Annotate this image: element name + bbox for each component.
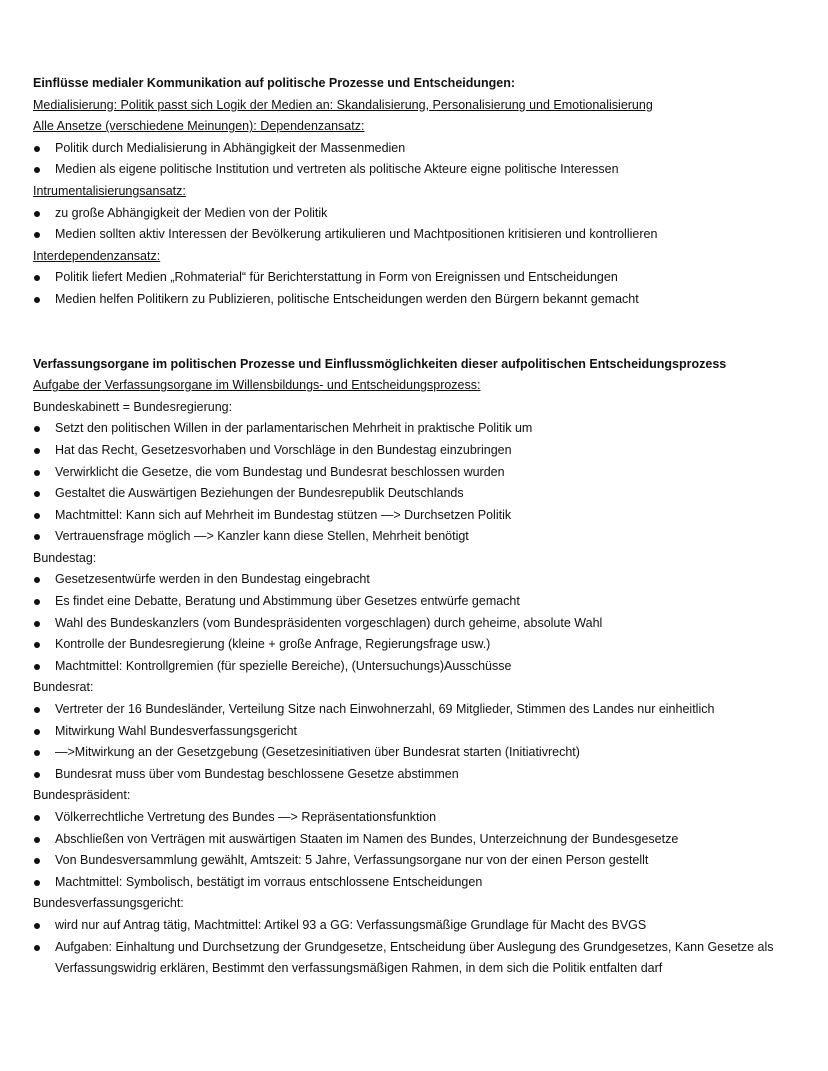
list-item: wird nur auf Antrag tätig, Machtmittel: Artikel 93 a GG: Verfassungsmäßige Grundlage für Macht des BVGS — [33, 915, 803, 937]
kabinett-heading: Bundeskabinett = Bundesregierung: — [33, 399, 233, 414]
list-item: Mitwirkung Wahl Bundesverfassungsgericht — [33, 721, 803, 743]
gericht-heading: Bundesverfassungsgericht: — [33, 896, 184, 911]
list-item: Vertrauensfrage möglich —> Kanzler kann diese Stellen, Mehrheit benötigt — [33, 526, 803, 548]
section1-title: Einflüsse medialer Kommunikation auf politische Prozesse und Entscheidungen: — [33, 76, 516, 90]
list-item: Politik liefert Medien „Rohmaterial“ für Berichterstattung in Form von Ereignissen und Entscheidungen — [33, 267, 803, 289]
bundesrat-heading: Bundesrat: — [33, 680, 94, 695]
bundestag-heading: Bundestag: — [33, 550, 97, 565]
list-item: Machtmittel: Symbolisch, bestätigt im vorraus entschlossene Entscheidungen — [33, 872, 803, 894]
interdependenz-heading: Interdependenzansatz: — [33, 248, 161, 263]
ansatze-line: Alle Ansetze (verschiedene Meinungen): Dependenzansatz: — [33, 119, 365, 134]
list-item: Völkerrechtliche Vertretung des Bundes —> Repräsentationsfunktion — [33, 807, 803, 829]
list-item: Hat das Recht, Gesetzesvorhaben und Vorschläge in den Bundestag einzubringen — [33, 440, 803, 462]
list-item: Gesetzesentwürfe werden in den Bundestag eingebracht — [33, 569, 803, 591]
list-item: Gestaltet die Auswärtigen Beziehungen der Bundesrepublik Deutschlands — [33, 483, 803, 505]
section-spacer — [33, 311, 803, 354]
list-item: Medien sollten aktiv Interessen der Bevölkerung artikulieren und Machtpositionen kritisieren und kontrollieren — [33, 224, 803, 246]
list-item: zu große Abhängigkeit der Medien von der Politik — [33, 203, 803, 225]
list-item: Kontrolle der Bundesregierung (kleine + große Anfrage, Regierungsfrage usw.) — [33, 634, 803, 656]
document-page — [33, 73, 803, 980]
list-item: Abschließen von Verträgen mit auswärtigen Staaten im Namen des Bundes, Unterzeichnung der Bundesgesetze — [33, 829, 803, 851]
list-item: Vertreter der 16 Bundesländer, Verteilung Sitze nach Einwohnerzahl, 69 Mitglieder, Stimmen des Landes nur einheitlich — [33, 699, 803, 721]
aufgabe-line: Aufgabe der Verfassungsorgane im Willensbildungs- und Entscheidungsprozess: — [33, 378, 481, 393]
list-item: Von Bundesversammlung gewählt, Amtszeit: 5 Jahre, Verfassungsorgane nur von der einen Person gestellt — [33, 850, 803, 872]
list-item: Es findet eine Debatte, Beratung und Abstimmung über Gesetzes entwürfe gemacht — [33, 591, 803, 613]
list-item: Wahl des Bundeskanzlers (vom Bundespräsidenten vorgeschlagen) durch geheime, absolute Wahl — [33, 613, 803, 635]
instrument-heading: Intrumentalisierungsansatz: — [33, 183, 186, 198]
list-item: Medien helfen Politikern zu Publizieren, politische Entscheidungen werden den Bürgern bekannt gemacht — [33, 289, 803, 311]
praesident-heading: Bundespräsident: — [33, 788, 131, 803]
list-item: Verwirklicht die Gesetze, die vom Bundestag und Bundesrat beschlossen wurden — [33, 462, 803, 484]
list-item: Bundesrat muss über vom Bundestag beschlossene Gesetze abstimmen — [33, 764, 803, 786]
section2-title: Verfassungsorgane im politischen Prozesse und Einflussmöglichkeiten dieser aufpolitischen Entscheidungsprozess — [33, 356, 727, 371]
list-item: Politik durch Medialisierung in Abhängigkeit der Massenmedien — [33, 138, 803, 160]
medialisierung-line: Medialisierung: Politik passt sich Logik der Medien an: Skandalisierung, Personalisierung und Emotionalisierung — [33, 97, 653, 112]
list-item: Machtmittel: Kontrollgremien (für spezielle Bereiche), (Untersuchungs)Ausschüsse — [33, 656, 803, 678]
list-item: Medien als eigene politische Institution und vertreten als politische Akteure eigne politische Interessen — [33, 159, 803, 181]
list-item: Aufgaben: Einhaltung und Durchsetzung der Grundgesetze, Entscheidung über Auslegung des Grundgesetzes, Kann Gesetze als Verfassungswidrig erklären, Bestimmt den verfassungsmäßigen Rahmen, in dem sich die Politik entfalten darf — [33, 937, 803, 980]
list-item: —>Mitwirkung an der Gesetzgebung (Gesetzesinitiativen über Bundesrat starten (Initiativrecht) — [33, 742, 803, 764]
list-item: Machtmittel: Kann sich auf Mehrheit im Bundestag stützen —> Durchsetzen Politik — [33, 505, 803, 527]
list-item: Setzt den politischen Willen in der parlamentarischen Mehrheit in praktische Politik um — [33, 418, 803, 440]
